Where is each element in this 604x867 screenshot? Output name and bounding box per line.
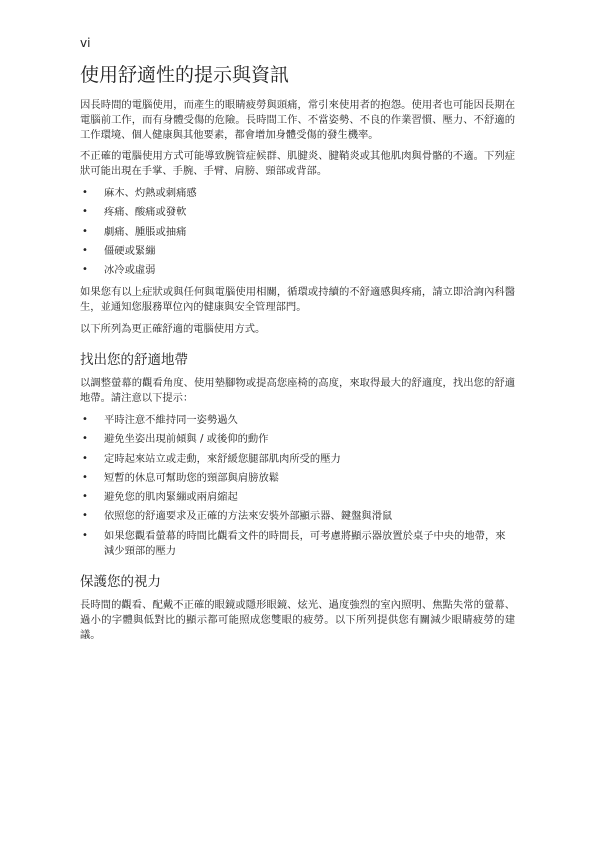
- symptom-list: [80, 186, 515, 278]
- list-item-text: 僵硬或緊繃: [104, 244, 156, 257]
- bullet-icon: •: [82, 529, 88, 541]
- list-item-text: 平時注意不維持同一姿勢過久: [104, 413, 238, 426]
- list-item: [80, 490, 515, 505]
- bullet-icon: •: [82, 244, 88, 256]
- list-item: [80, 244, 515, 259]
- bullet-icon: •: [82, 186, 88, 198]
- list-item-text: 冰冷或虛弱: [104, 264, 156, 277]
- list-item: [80, 471, 515, 486]
- lead-in-paragraph: 以下所列為更正確舒適的電腦使用方式。: [80, 322, 266, 335]
- page-content: [80, 62, 515, 650]
- list-item: [80, 452, 515, 467]
- list-item: [80, 186, 515, 201]
- list-item: [80, 529, 515, 559]
- list-item-text: 短暫的休息可幫助您的頸部與肩膀放鬆: [104, 471, 280, 484]
- list-item-text: 麻木、灼熱或刺痛感: [104, 186, 197, 199]
- bullet-icon: •: [82, 452, 88, 464]
- list-item: [80, 263, 515, 278]
- list-item: [80, 432, 515, 447]
- bullet-icon: •: [82, 510, 88, 522]
- comfort-tips-list: [80, 413, 515, 558]
- bullet-icon: •: [82, 491, 88, 503]
- list-item: [80, 225, 515, 240]
- list-item-text: 劇痛、腫脹或抽痛: [104, 225, 187, 238]
- bullet-icon: •: [82, 225, 88, 237]
- intro-paragraph-2: 不正確的電腦使用方式可能導致腕管症候群、肌腱炎、腱鞘炎或其他肌肉與骨骼的不適。下列症狀可能出現在手掌、手腕、手臂、肩膀、頸部或背部。: [80, 150, 515, 178]
- list-item: [80, 413, 515, 428]
- bullet-icon: •: [82, 471, 88, 483]
- list-item-text: 避免坐姿出現前傾與 / 或後仰的動作: [104, 433, 269, 446]
- page-number: vi: [80, 36, 91, 50]
- bullet-icon: •: [82, 433, 88, 445]
- bullet-icon: •: [82, 264, 88, 276]
- list-item: [80, 509, 515, 524]
- vision-paragraph: 長時間的觀看、配戴不正確的眼鏡或隱形眼鏡、炫光、過度強烈的室內照明、焦點失常的螢幕、過小的字體與低對比的顯示都可能照成您雙眼的疲勞。以下所列提供您有關減少眼睛疲勞的建議。: [80, 599, 515, 641]
- list-item-text: 避免您的肌肉緊繃或兩肩縮起: [104, 491, 238, 504]
- bullet-icon: •: [82, 413, 88, 425]
- section-heading-comfort-zone: 找出您的舒適地帶: [80, 352, 188, 369]
- advice-paragraph: 如果您有以上症狀或與任何與電腦使用相關，循環或持續的不舒適感與疼痛，請立即洽詢內科醫生，並通知您服務單位內的健康與安全管理部門。: [80, 285, 515, 313]
- list-item-text: 依照您的舒適要求及正確的方法來安裝外部顯示器、鍵盤與滑鼠: [104, 510, 393, 523]
- section-heading-protect-vision: 保護您的視力: [80, 574, 161, 591]
- list-item-text: 如果您觀看螢幕的時間比觀看文件的時間長，可考慮將顯示器放置於桌子中央的地帶，來減少頸部的壓力: [104, 529, 506, 557]
- intro-paragraph-1: 因長時間的電腦使用，而產生的眼睛疲勞與頭痛，常引來使用者的抱怨。使用者也可能因長期在電腦前工作，而有身體受傷的危險。長時間工作、不當姿勢、不良的作業習慣、壓力、不舒適的工作環境、個人健康與其他要素，都會增加身體受傷的發生機率。: [80, 99, 515, 141]
- page-title: 使用舒適性的提示與資訊: [80, 64, 290, 86]
- list-item-text: 定時起來站立或走動，來舒緩您腿部肌肉所受的壓力: [104, 452, 341, 465]
- list-item: [80, 205, 515, 220]
- list-item-text: 疼痛、酸痛或發軟: [104, 206, 187, 219]
- comfort-zone-paragraph: 以調整螢幕的觀看角度、使用墊腳物或提高您座椅的高度，來取得最大的舒適度，找出您的舒適地帶。請注意以下提示：: [80, 377, 515, 405]
- bullet-icon: •: [82, 206, 88, 218]
